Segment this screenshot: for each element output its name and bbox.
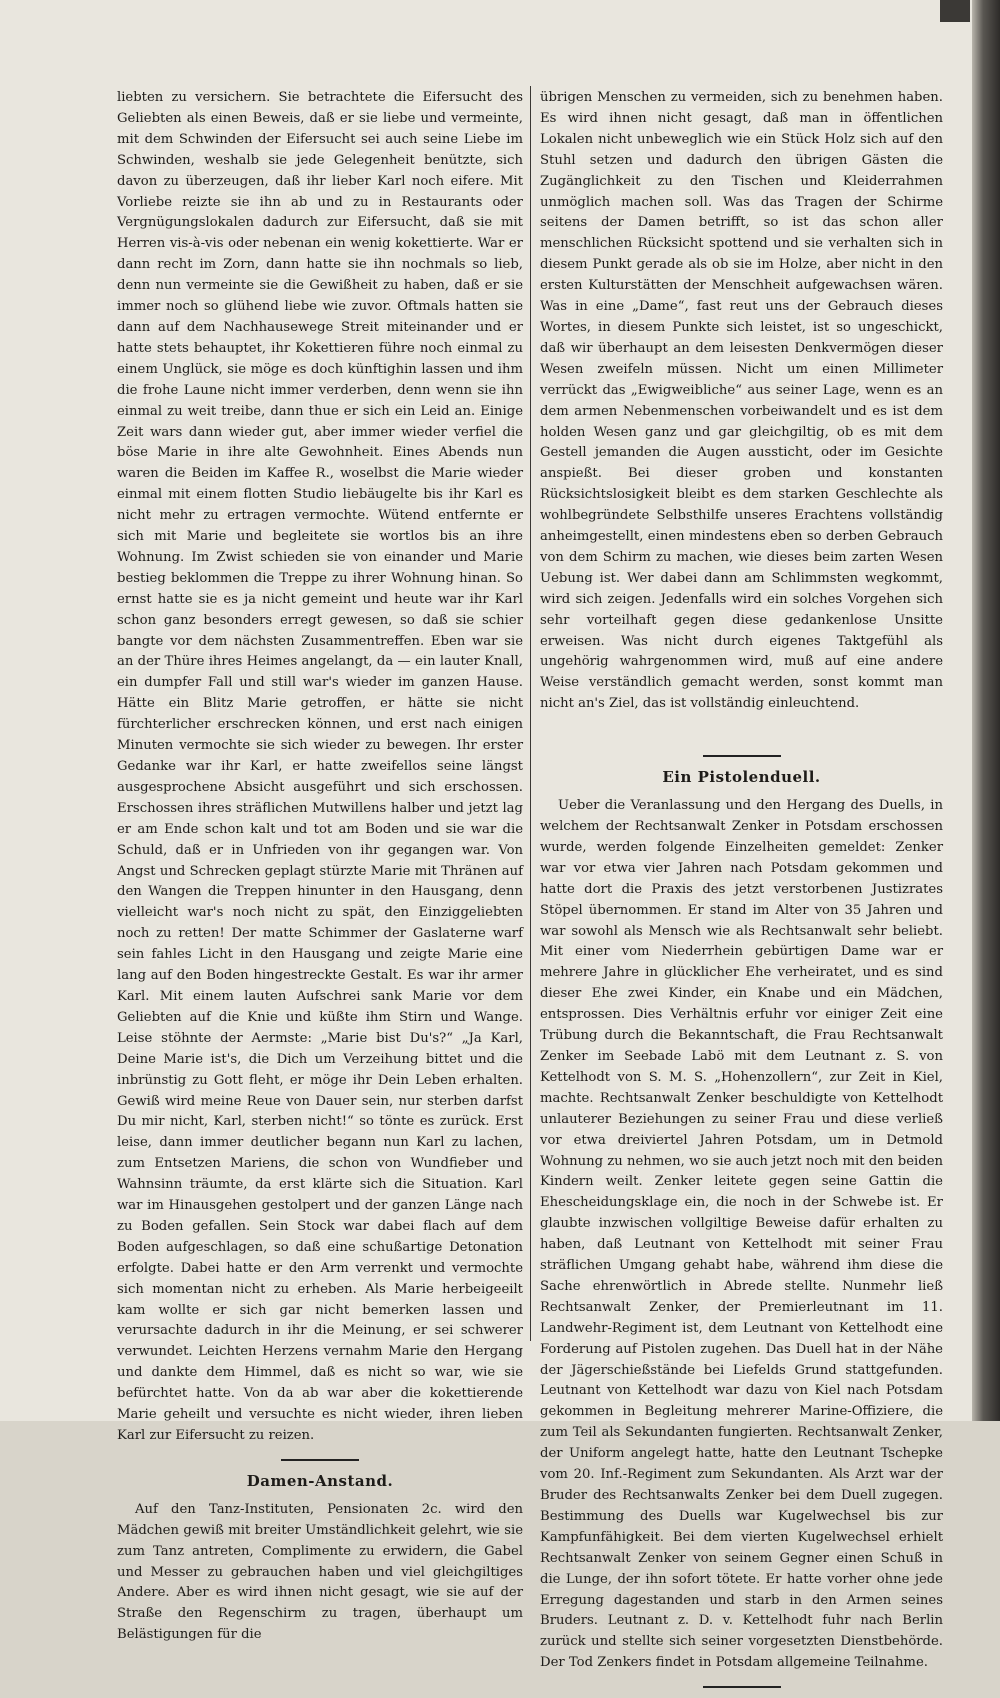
section-separator-rule	[703, 755, 781, 757]
left-column	[117, 88, 523, 1646]
print-mark	[940, 0, 970, 22]
page-edge-shadow	[972, 0, 1000, 1421]
column-divider	[530, 86, 531, 1341]
article-heading-pistolenduell: Ein Pistolenduell.	[662, 768, 821, 787]
article-continuation-paragraph: übrigen Menschen zu vermeiden, sich zu benehmen haben. Es wird ihnen nicht gesagt, daß man in öffentlichen Lokalen nicht unbeweglich wie ein Stück Holz sich auf den Stuhl setzen und dadurch den übrigen Gästen die Zugänglichkeit zu den Tischen und Kleiderrahmen unmöglich machen soll. Was das Tragen der Schirme seitens der Damen betrifft, so ist das schon aller menschlichen Rücksicht spottend und sie verhalten sich in diesem Punkt gerade als ob sie im Holze, aber nicht in den ersten Kulturstätten der Menschheit aufgewachsen wären. Was in eine „Dame“, fast reut uns der Gebrauch dieses Wortes, in diesem Punkte sich leistet, ist so ungeschickt, daß wir überhaupt an dem leisesten Denkvermögen dieser Wesen zweifeln müssen. Nicht um einen Millimeter verrückt das „Ewigweibliche“ aus seiner Lage, wenn es an dem armen Nebenmenschen vorbeiwandelt und es ist dem holden Wesen ganz und gar gleichgiltig, ob es mit dem Gestell jemanden die Augen aussticht, oder im Gesichte anspießt. Bei dieser groben und konstanten Rücksichtslosigkeit bleibt es dem starken Geschlechte als wohlbegründete Selbsthilfe unseres Erachtens vollständig anheimgestellt, einen mindestens eben so derben Gebrauch von dem Schirm zu machen, wie dieses beim zarten Wesen Uebung ist. Wer dabei dann am Schlimmsten wegkommt, wird sich zeigen. Jedenfalls wird ein solches Vorgehen sich sehr vorteilhaft gegen diese gedankenlose Unsitte erweisen. Was nicht durch eigenes Taktgefühl als ungehörig wahrgenommen wird, muß auf eine andere Weise verständlich gemacht werden, sonst kommt man nicht an's Ziel, das ist vollständig einleuchtend.	[540, 90, 943, 712]
right-column	[540, 88, 943, 1698]
article-heading-damen-anstand: Damen-Anstand.	[246, 1471, 394, 1490]
story-continuation-paragraph: liebten zu versichern. Sie betrachtete die Eifersucht des Geliebten als einen Beweis, daß er sie liebe und vermeinte, mit dem Schwinden der Eifersucht sei auch seine Liebe im Schwinden, weshalb sie jede Gelegenheit benützte, sich davon zu überzeugen, daß ihr lieber Karl noch eifere. Mit Vorliebe reizte sie ihn ab und zu in Restaurants oder Vergnügungslokalen dadurch zur Eifersucht, daß sie mit Herren vis-à-vis oder nebenan ein wenig kokettierte. War er dann recht im Zorn, dann hatte sie ihn nochmals so lieb, denn nun vermeinte sie die Gewißheit zu haben, daß er sie immer noch so glühend liebe wie zuvor. Oftmals hatten sie dann auf dem Nachhausewege Streit miteinander und er hatte stets behauptet, ihr Kokettieren führe noch einmal zu einem Unglück, sie möge es doch künftighin lassen und ihm die frohe Laune nicht immer verderben, denn wenn sie ihn einmal zu weit treibe, dann thue er sich ein Leid an. Einige Zeit wars dann wieder gut, aber immer wieder verfiel die böse Marie in ihre alte Gewohnheit. Eines Abends nun waren die Beiden im Kaffee R., woselbst die Marie wieder einmal mit einem flotten Studio liebäugelte bis ihr Karl es nicht mehr zu ertragen vermochte. Wütend entfernte er sich mit Marie und begleitete sie wortlos bis an ihre Wohnung. Im Zwist schieden sie von einander und Marie bestieg beklommen die Treppe zu ihrer Wohnung hinan. So ernst hatte sie es ja nicht gemeint und heute war ihr Karl schon ganz besonders erregt gewesen, so daß sie schier bangte vor dem nächsten Zusammentreffen. Eben war sie an der Thüre ihres Heimes angelangt, da — ein lauter Knall, ein dumpfer Fall und still war's wieder im ganzen Hause. Hätte ein Blitz Marie getroffen, er hätte sie nicht fürchterlicher erschrecken können, und erst nach einigen Minuten vermochte sie sich wieder zu bewegen. Ihr erster Gedanke war ihr Karl, er hatte zweifellos seine längst ausgesprochene Absicht ausgeführt und sich erschossen. Erschossen ihres sträflichen Mutwillens halber und jetzt lag er am Ende schon kalt und tot am Boden und sie war die Schuld, daß er in Unfrieden von ihr gegangen war. Von Angst und Schrecken geplagt stürzte Marie mit Thränen auf den Wangen die Treppen hinunter in den Hausgang, denn vielleicht war's noch nicht zu spät, den Einziggeliebten noch zu retten! Der matte Schimmer der Gaslaterne warf sein fahles Licht in den Hausgang und zeigte Marie eine lang auf den Boden hingestreckte Gestalt. Es war ihr armer Karl. Mit einem lauten Aufschrei sank Marie vor dem Geliebten auf die Knie und küßte ihm Stirn und Wange. Leise stöhnte der Aermste: „Marie bist Du's?“ „Ja Karl, Deine Marie ist's, die Dich um Verzeihung bittet und die inbrünstig zu Gott fleht, er möge ihr Dein Leben erhalten. Gewiß wird meine Reue von Dauer sein, nur sterben darfst Du mir nicht, Karl, sterben nicht!“ so tönte es zurück. Erst leise, dann immer deutlicher begann nun Karl zu lachen, zum Entsetzen Mariens, die schon von Wundfieber und Wahnsinn träumte, da erst klärte sich die Situation. Karl war im Hinausgehen gestolpert und der ganzen Länge nach zu Boden gefallen. Sein Stock war dabei flach auf dem Boden aufgeschlagen, so daß eine schußartige Detonation erfolgte. Dabei hatte er den Arm verrenkt und vermochte sich momentan nicht zu erheben. Als Marie herbeigeeilt kam wollte er sich gar nicht bemerken lassen und verursachte dadurch in ihr die Meinung, er sei schwerer verwundet. Leichten Herzens vernahm Marie den Hergang und dankte dem Himmel, daß es nicht so war, wie sie befürchtet hatte. Von da ab war aber die kokettierende Marie geheilt und versuchte es nicht wieder, ihren lieben Karl zur Eifersucht zu reizen.	[117, 90, 523, 1443]
article-paragraph: Ueber die Veranlassung und den Hergang des Duells, in welchem der Rechtsanwalt Zenker in Potsdam erschossen wurde, werden folgende Einzelheiten gemeldet: Zenker war vor etwa vier Jahren nach Potsdam gekommen und hatte dort die Praxis des jetzt verstorbenen Justizrates Stöpel übernommen. Er stand im Alter von 35 Jahren und war sowohl als Mensch wie als Rechtsanwalt sehr beliebt. Mit einer vom Niederrhein gebürtigen Dame war er mehrere Jahre in glücklicher Ehe verheiratet, und es sind dieser Ehe zwei Kinder, ein Knabe und ein Mädchen, entsprossen. Dies Verhältnis erfuhr vor einiger Zeit eine Trübung durch die Bekanntschaft, die Frau Rechtsanwalt Zenker im Seebade Labö mit dem Leutnant z. S. von Kettelhodt von S. M. S. „Hohenzollern“, zur Zeit in Kiel, machte. Rechtsanwalt Zenker beschuldigte von Kettelhodt unlauterer Beziehungen zu seiner Frau und diese verließ vor etwa dreiviertel Jahren Potsdam, um in Detmold Wohnung zu nehmen, wo sie auch jetzt noch mit den beiden Kindern weilt. Zenker leitete gegen seine Gattin die Ehescheidungsklage ein, die noch in der Schwebe ist. Er glaubte inzwischen vollgiltige Beweise dafür erhalten zu haben, daß Leutnant von Kettelhodt mit seiner Frau sträflichen Umgang gehabt habe, während ihm diese die Sache ehrenwörtlich in Abrede stellte. Nunmehr ließ Rechtsanwalt Zenker, der Premierleutnant im 11. Landwehr-Regiment ist, dem Leutnant von Kettelhodt eine Forderung auf Pistolen zugehen. Das Duell hat in der Nähe der Jägerschießstände bei Liefelds Grund stattgefunden. Leutnant von Kettelhodt war dazu von Kiel nach Potsdam gekommen in Begleitung mehrerer Marine-Offiziere, die zum Teil als Sekundanten fungierten. Rechtsanwalt Zenker, der Uniform angelegt hatte, hatte den Leutnant Tschepke vom 20. Inf.-Regiment zum Sekundanten. Als Arzt war der Bruder des Rechtsanwalts Zenker bei dem Duell zugegen. Bestimmung des Duells war Kugelwechsel bis zur Kampfunfähigkeit. Bei dem vierten Kugelwechsel erhielt Rechtsanwalt Zenker von seinem Gegner einen Schuß in die Lunge, der ihn sofort tötete. Er hatte vorher ohne jede Erregung dagestanden und starb in den Armen seines Bruders. Leutnant z. D. v. Kettelhodt fuhr nach Berlin zurück und stellte sich seiner vorgesetzten Dienstbehörde. Der Tod Zenkers findet in Potsdam allgemeine Teilnahme.	[540, 798, 943, 1671]
article-paragraph: Auf den Tanz-Instituten, Pensionaten 2c. wird den Mädchen gewiß mit breiter Umständlichkeit gelehrt, wie sie zum Tanz antreten, Complimente zu erwidern, die Gabel und Messer zu gebrauchen haben und viel gleichgiltiges Andere. Aber es wird ihnen nicht gesagt, wie sie auf der Straße den Regenschirm zu tragen, überhaupt um Belästigungen für die	[117, 1501, 523, 1643]
article-end-rule	[703, 1686, 781, 1688]
section-spacer	[540, 715, 943, 743]
section-separator-rule	[281, 1459, 359, 1461]
